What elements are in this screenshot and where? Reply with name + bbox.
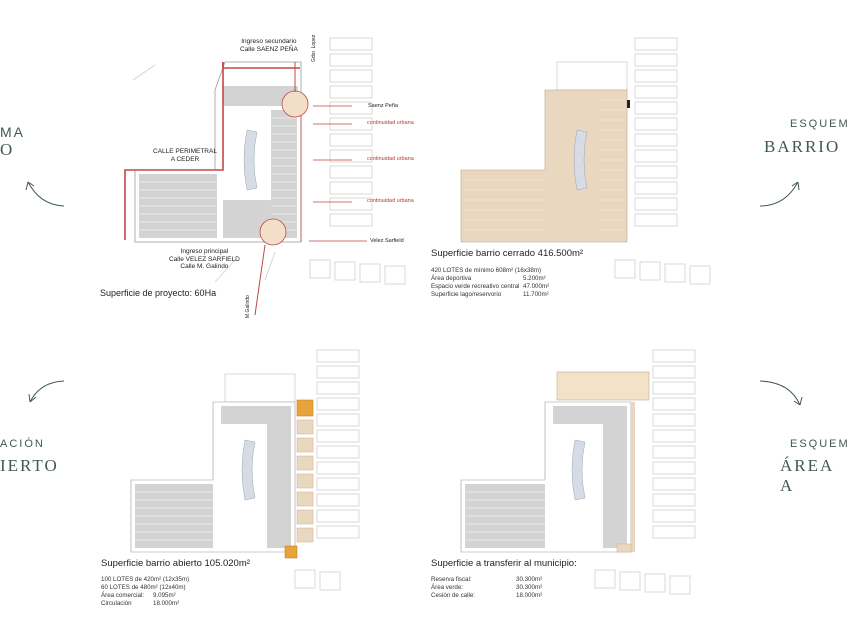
commercial-area-bottom [285, 546, 297, 558]
label-main-entry [169, 248, 240, 271]
row-abierto-2-value: 9.095m² [153, 592, 176, 599]
label-gdor-lopez: Gdor. Lopez [311, 34, 317, 62]
row-cerrado-3 [431, 291, 581, 299]
label-perimeter-road [153, 148, 217, 163]
label-saenz-pena: Saenz Peña [368, 103, 398, 109]
panel-municipio [425, 340, 755, 630]
arrow-icon-left-bottom [30, 381, 64, 402]
left-bottom-heading-line1: ACIÓN [0, 438, 45, 450]
row-municipio-0 [431, 576, 561, 584]
row-cerrado-1 [431, 275, 581, 283]
right-top-heading-line1: ESQUEM [790, 118, 850, 130]
row-cerrado-1-label: Área deportiva [431, 275, 472, 282]
entrance-secondary-marker [282, 91, 308, 117]
right-bottom-heading-line2: ÁREA A [780, 456, 834, 495]
row-municipio-2 [431, 592, 561, 600]
label-velez-sarfield: Velez Sarfield [370, 238, 404, 244]
caption-abierto: Superficie barrio abierto 105.020m² [101, 558, 250, 569]
row-municipio-1 [431, 584, 561, 592]
label-calle-galindo: Calle M. Galindo [180, 263, 229, 270]
label-secondary-entry [240, 38, 298, 53]
label-continuidad-3: continuidad urbana [367, 198, 414, 204]
fiscal-reserve-area [557, 372, 649, 400]
label-a-ceder: A CEDER [170, 155, 200, 163]
row-municipio-2-value: 18.000m² [516, 592, 543, 599]
label-ingreso-principal: Ingreso principal [180, 248, 229, 255]
row-municipio-1-value: 30.300m² [516, 584, 543, 591]
left-top-heading-line1: MA [0, 124, 25, 140]
row-abierto-2 [101, 592, 221, 600]
row-cerrado-2-label: Espacio verde recreativo central [431, 283, 520, 290]
entrance-main-marker [260, 219, 286, 245]
caption-project: Superficie de proyecto: 60Ha [100, 288, 217, 298]
left-top-heading-line2: O [0, 140, 15, 159]
caption-cerrado: Superficie barrio cerrado 416.500m² [431, 248, 584, 259]
right-top-heading-line2: BARRIO [764, 137, 841, 156]
site-plan-project [95, 20, 425, 320]
row-cerrado-3-value: 11.700m² [523, 291, 549, 298]
row-municipio-0-value: 30.300m² [516, 576, 543, 583]
row-municipio-2-label: Cesión de calle: [431, 592, 476, 599]
panel-cerrado [425, 20, 755, 320]
row-cerrado-1-value: 5.200m² [523, 275, 546, 282]
label-continuidad-1: continuidad urbana [367, 120, 414, 126]
row-cerrado-2-value: 47.000m² [523, 283, 550, 290]
panel-abierto [95, 340, 425, 630]
label-calle-saenz: Calle SAENZ PEÑA [240, 45, 298, 53]
left-bottom-heading-line2: IERTO [0, 456, 59, 475]
row-abierto-3-label: Circulación [101, 600, 132, 607]
row-abierto-1-label: 60 LOTES de 480m² (12x40m) [101, 584, 186, 591]
row-municipio-0-label: Reserva fiscal: [431, 576, 472, 583]
row-cerrado-3-label: Superficie lago/reservorio [431, 291, 502, 298]
caption-municipio: Superficie a transferir al municipio: [431, 558, 577, 569]
row-cerrado-0 [431, 267, 541, 275]
row-abierto-3 [101, 600, 221, 608]
row-abierto-2-label: Área comercial: [101, 592, 144, 599]
label-ingreso-secundario: Ingreso secundario [241, 38, 297, 45]
panel-project [95, 20, 425, 320]
row-abierto-0-label: 100 LOTES de 420m² (12x35m) [101, 576, 190, 583]
row-cerrado-2 [431, 283, 581, 291]
row-cerrado-0-label: 420 LOTES de mínimo 608m² (16x38m) [431, 267, 542, 274]
label-calle-velez: Calle VELEZ SARFIELD [169, 255, 240, 263]
label-continuidad-2: continuidad urbana [367, 156, 414, 162]
label-m-galindo: M.Galindo [245, 295, 251, 318]
row-abierto-3-value: 18.000m² [153, 600, 180, 607]
commercial-area-top [297, 400, 313, 416]
row-municipio-1-label: Área verde: [431, 584, 463, 591]
row-abierto-0 [101, 576, 189, 584]
right-bottom-heading-line1: ESQUEM [790, 438, 850, 450]
label-calle-perimetral: CALLE PERIMETRAL [153, 148, 217, 155]
row-abierto-1 [101, 584, 186, 592]
